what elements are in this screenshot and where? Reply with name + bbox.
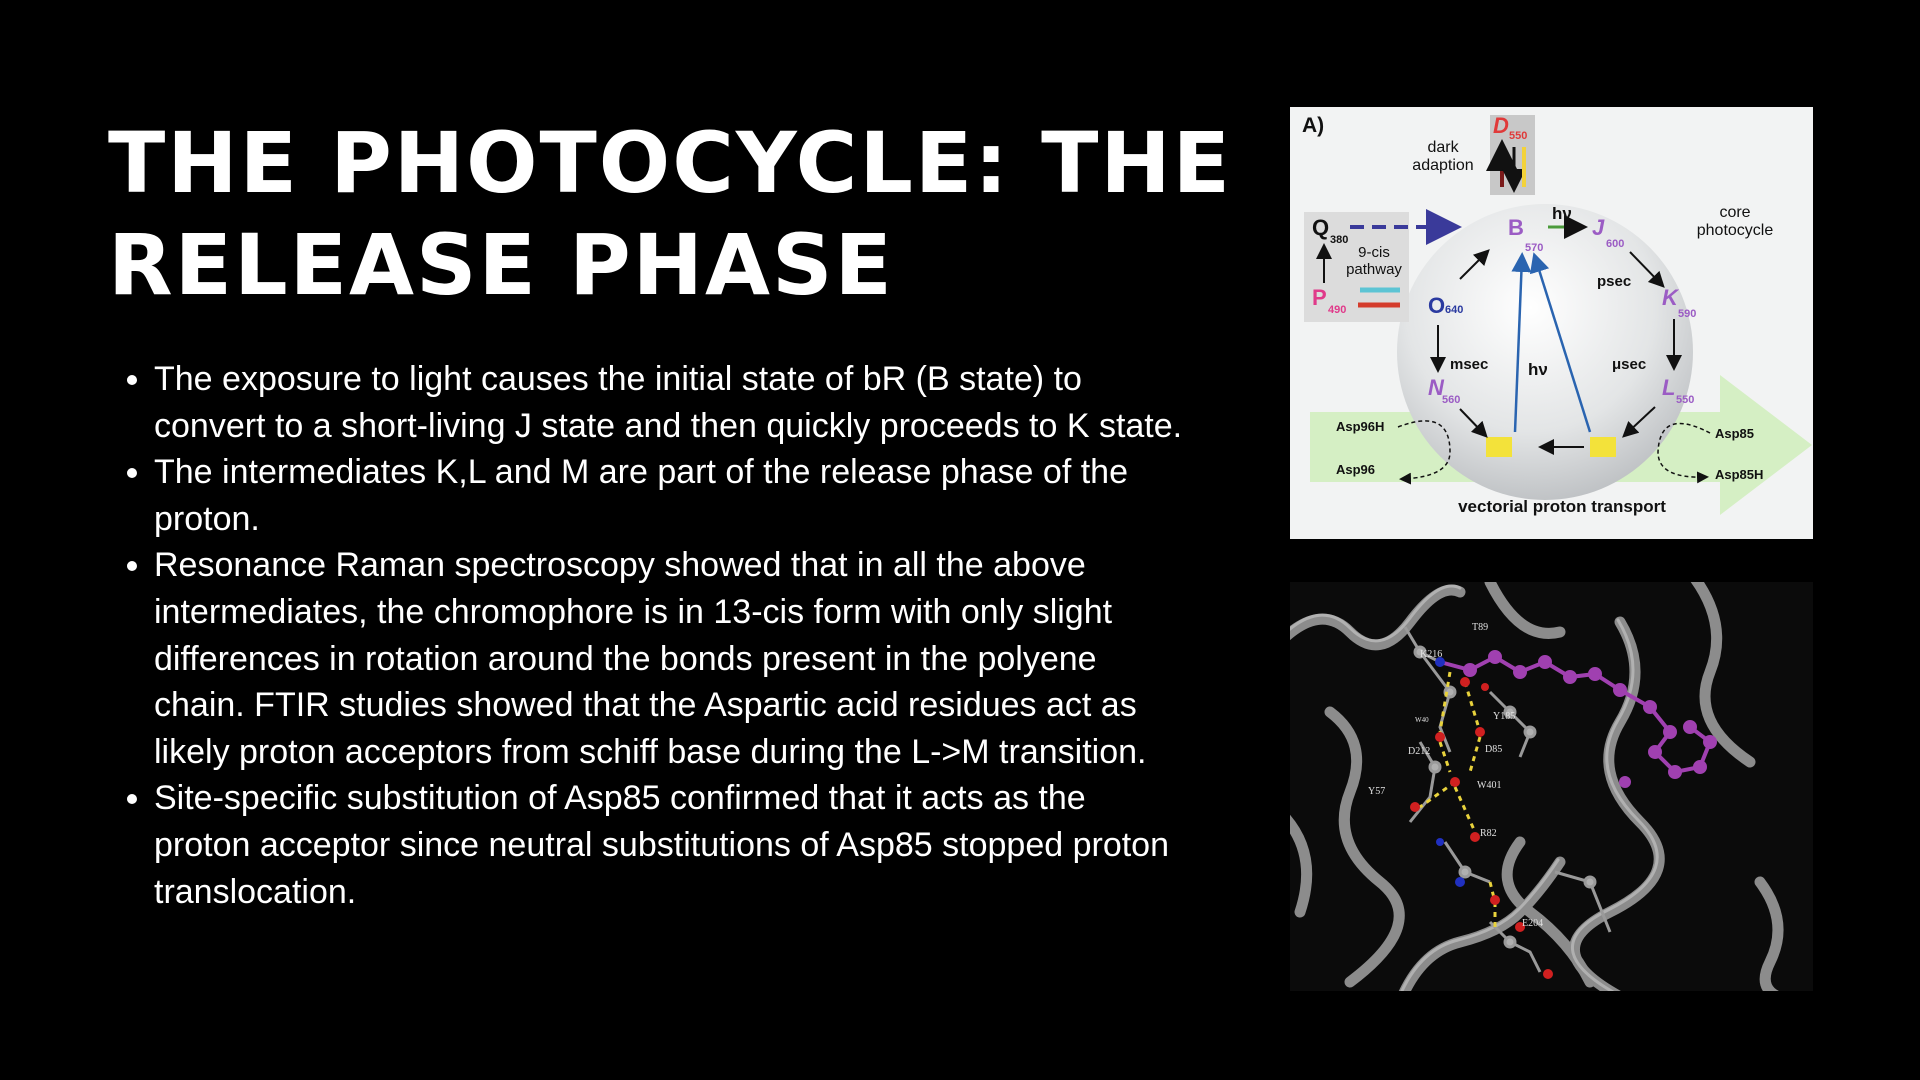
dark-adaption-label-2: adaption [1412,157,1474,174]
nine-cis-label-1: 9-cis [1358,244,1390,261]
panel-label: A) [1302,114,1325,137]
state-d-sub: 550 [1509,130,1528,142]
state-j-sub: 600 [1606,238,1625,250]
retinal-chain [1440,652,1715,786]
label-w40: W40 [1415,716,1429,724]
state-k-sub: 590 [1678,308,1697,320]
state-n-sub: 560 [1442,394,1461,406]
label-y185: Y185 [1493,711,1516,722]
state-q-sub: 380 [1330,234,1349,246]
state-m1 [1486,437,1512,457]
label-y57: Y57 [1368,786,1386,797]
state-n-letter: N [1428,375,1444,400]
slide-title [108,112,1258,316]
state-l-letter: L [1662,375,1676,400]
asp96-label: Asp96 [1336,462,1376,477]
dark-adaption-label-1: dark [1427,139,1459,156]
core-label-2: photocycle [1696,222,1774,239]
vectorial-label: vectorial proton transport [1458,497,1666,516]
label-d85: D85 [1485,744,1503,755]
msec-label: msec [1450,356,1489,373]
bullet-item: • The exposure to light causes the initial state of bR (B state) to convert to a short-living J state and then quickly proceeds to K state. [154,356,1184,449]
asp85-label: Asp85 [1715,426,1755,441]
core-label-1: core [1719,204,1751,221]
photocycle-diagram [1290,107,1813,539]
photocycle-svg [1290,107,1813,539]
helix-highlights [1290,586,1657,991]
label-k216: K216 [1420,649,1443,660]
state-d-letter: D [1493,113,1509,138]
bullet-list [110,356,1184,915]
hydrogen-bonds [1420,672,1495,932]
nine-cis-label-2: pathway [1346,261,1402,278]
state-l-sub: 550 [1676,394,1695,406]
asp96h-label: Asp96H [1336,419,1385,434]
state-q-letter: Q [1312,215,1330,240]
state-b-sub: 570 [1525,242,1544,254]
bullet-item: • Resonance Raman spectroscopy showed that in all the above intermediates, the chromophore is in 13-cis form with only slight differences in rotation around the bonds present in the polyene chain. FTIR studies showed that the Aspartic acid residues act as likely proton acceptors from schiff base during the L->M transition. [154,542,1184,775]
state-j-letter: J [1592,215,1605,240]
asp85h-label: Asp85H [1715,467,1764,482]
state-p-letter: P [1312,285,1327,310]
molecular-structure-image [1290,582,1813,991]
label-e204: E204 [1522,918,1544,929]
label-r82: R82 [1480,828,1497,839]
structure-svg [1290,582,1813,991]
state-p-sub: 490 [1328,304,1347,316]
state-b-letter: B [1508,215,1524,240]
state-o-letter: O [1428,293,1446,318]
state-k-letter: K [1662,285,1678,310]
title-line-1: THE PHOTOCYCLE: THE [108,114,1233,212]
core-sphere [1397,204,1693,500]
bullet-item: • The intermediates K,L and M are part of the release phase of the proton. [154,449,1184,542]
psec-label: psec [1597,273,1632,290]
label-d212: D212 [1408,746,1431,757]
usec-label: μsec [1612,356,1647,373]
label-w401: W401 [1477,780,1502,791]
hv-top: hν [1552,204,1572,223]
hv-middle: hν [1528,360,1548,379]
state-o-sub: 640 [1445,304,1464,316]
state-m2 [1590,437,1616,457]
label-t89: T89 [1472,622,1489,633]
title-line-2: RELEASE PHASE [108,216,894,314]
bullet-item: • Site-specific substitution of Asp85 confirmed that it acts as the proton acceptor since neutral substitutions of Asp85 stopped proton translocation. [154,775,1184,915]
